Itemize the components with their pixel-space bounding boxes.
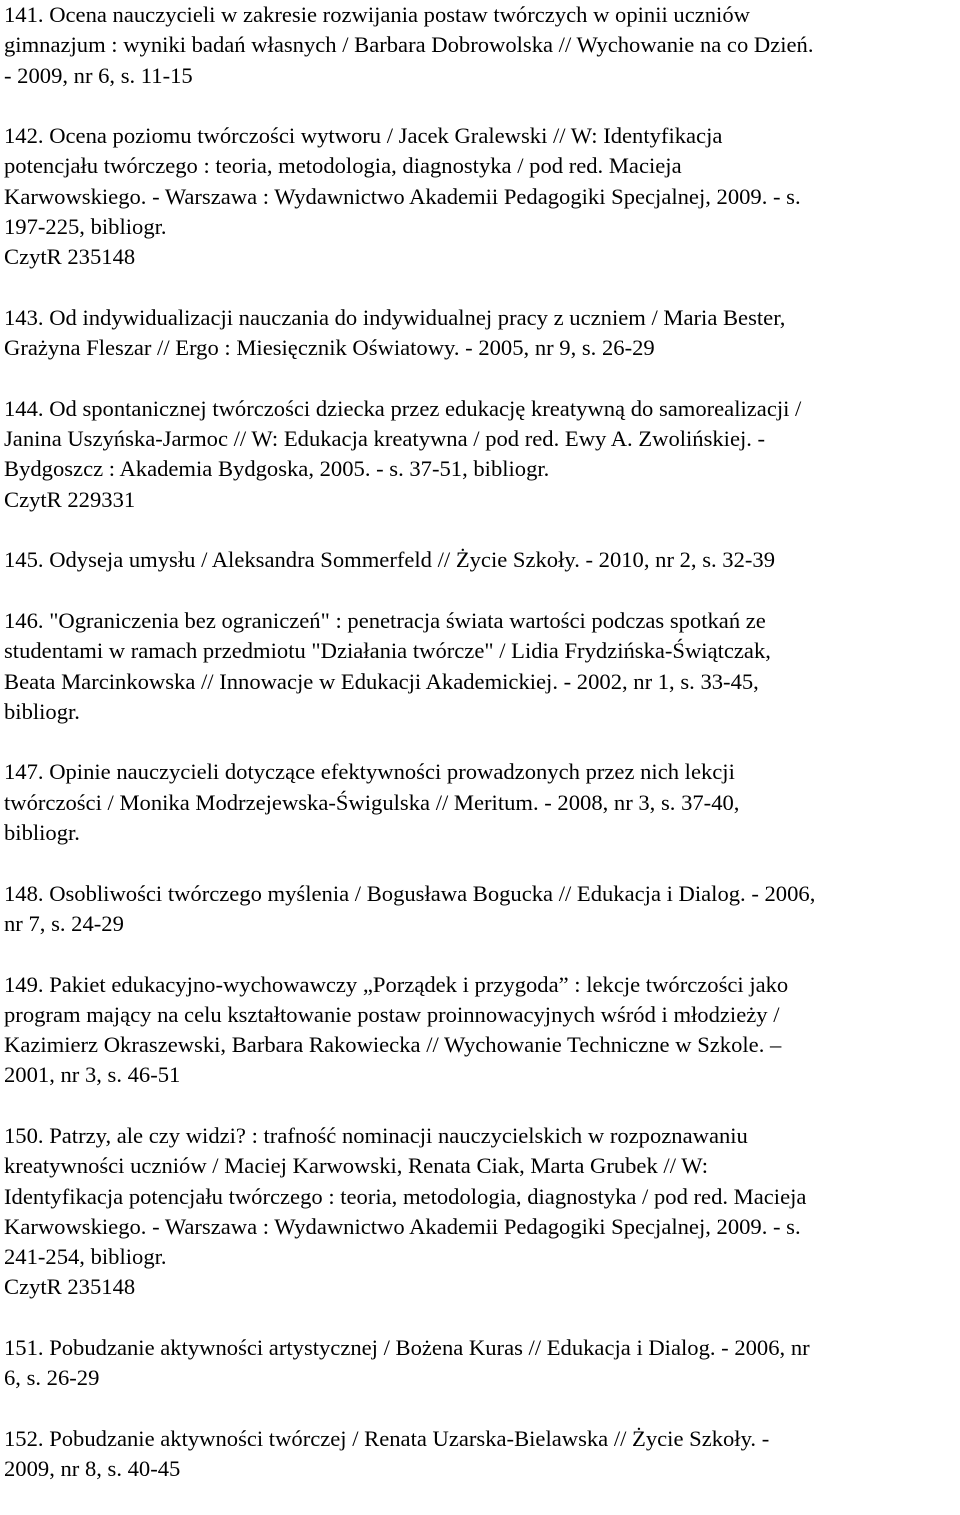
entry-line <box>4 1060 954 1090</box>
entry-line <box>4 909 954 939</box>
entry-text: 241-254, bibliogr. <box>4 1244 167 1270</box>
entry-text: Odyseja umysłu / Aleksandra Sommerfeld // Życie Szkoły. - 2010, nr 2, s. 32-39 <box>43 547 776 573</box>
entry-text: twórczości / Monika Modrzejewska-Świgulska // Meritum. - 2008, nr 3, s. 37-40, <box>4 789 740 815</box>
entry-number: 142. <box>4 123 44 149</box>
entry-text: Beata Marcinkowska // Innowacje w Edukacji Akademickiej. - 2002, nr 1, s. 33-45, <box>4 668 759 694</box>
bibliography-entry <box>4 1424 954 1485</box>
entry-line <box>4 61 954 91</box>
entry-line <box>4 424 954 454</box>
entry-text: Grażyna Fleszar // Ergo : Miesięcznik Oświatowy. - 2005, nr 9, s. 26-29 <box>4 335 655 361</box>
entry-line <box>4 757 954 787</box>
entry-line <box>4 394 954 424</box>
entry-line <box>4 818 954 848</box>
bibliography-entry <box>4 545 954 575</box>
entry-line <box>4 1242 954 1272</box>
entry-text: CzytR 235148 <box>4 244 136 270</box>
entry-number: 145. <box>4 547 44 573</box>
bibliography-entry <box>4 303 954 364</box>
entry-number: 148. <box>4 880 44 906</box>
entry-line <box>4 1363 954 1393</box>
entry-line <box>4 606 954 636</box>
bibliography-entry <box>4 394 954 515</box>
entry-number: 149. <box>4 971 44 997</box>
entry-text: Kazimierz Okraszewski, Barbara Rakowiecka // Wychowanie Techniczne w Szkole. – <box>4 1032 782 1058</box>
entry-text: Janina Uszyńska-Jarmoc // W: Edukacja kreatywna / pod red. Ewy A. Zwolińskiej. - <box>4 426 766 452</box>
entry-text: kreatywności uczniów / Maciej Karwowski, Renata Ciak, Marta Grubek // W: <box>4 1153 708 1179</box>
entry-line <box>4 1121 954 1151</box>
entry-line <box>4 212 954 242</box>
entry-number: 141. <box>4 2 44 27</box>
entry-line <box>4 333 954 363</box>
bibliography-entry <box>4 757 954 848</box>
entry-text: Bydgoszcz : Akademia Bydgoska, 2005. - s. 37-51, bibliogr. <box>4 456 550 482</box>
entry-text: studentami w ramach przedmiotu "Działania twórcze" / Lidia Frydzińska-Świątczak, <box>4 638 771 664</box>
entry-text: nr 7, s. 24-29 <box>4 910 124 936</box>
entry-text: 2001, nr 3, s. 46-51 <box>4 1062 181 1088</box>
entry-text: Od spontanicznej twórczości dziecka przez edukację kreatywną do samorealizacji / <box>43 395 802 421</box>
entry-line <box>4 697 954 727</box>
entry-line <box>4 1424 954 1454</box>
entry-text: Ocena poziomu twórczości wytworu / Jacek Gralewski // W: Identyfikacja <box>43 123 723 149</box>
entry-text: bibliogr. <box>4 820 80 846</box>
entry-line <box>4 1030 954 1060</box>
entry-line <box>4 1272 954 1302</box>
entry-line <box>4 879 954 909</box>
entry-number: 152. <box>4 1425 44 1451</box>
entry-text: gimnazjum : wyniki badań własnych / Barbara Dobrowolska // Wychowanie na co Dzień. <box>4 32 814 58</box>
entry-line <box>4 788 954 818</box>
entry-number: 144. <box>4 395 44 421</box>
entry-text: Karwowskiego. - Warszawa : Wydawnictwo Akademii Pedagogiki Specjalnej, 2009. - s. <box>4 1213 801 1239</box>
entry-line <box>4 970 954 1000</box>
entry-line <box>4 0 954 30</box>
entry-line <box>4 1333 954 1363</box>
entry-line <box>4 121 954 151</box>
entry-line <box>4 545 954 575</box>
entry-text: potencjału twórczego : teoria, metodologia, diagnostyka / pod red. Macieja <box>4 153 682 179</box>
entry-line <box>4 485 954 515</box>
bibliography-entry <box>4 121 954 272</box>
entry-line <box>4 1000 954 1030</box>
bibliography-list <box>4 0 954 1515</box>
entry-text: 6, s. 26-29 <box>4 1365 100 1391</box>
entry-text: Pobudzanie aktywności artystycznej / Bożena Kuras // Edukacja i Dialog. - 2006, nr <box>43 1335 810 1361</box>
entry-text: "Ograniczenia bez ograniczeń" : penetracja świata wartości podczas spotkań ze <box>43 607 766 633</box>
entry-text: Osobliwości twórczego myślenia / Bogusława Bogucka // Edukacja i Dialog. - 2006, <box>43 880 816 906</box>
entry-text: Ocena nauczycieli w zakresie rozwijania postaw twórczych w opinii uczniów <box>43 2 750 27</box>
entry-line <box>4 636 954 666</box>
entry-line <box>4 1454 954 1484</box>
entry-text: - 2009, nr 6, s. 11-15 <box>4 62 193 88</box>
entry-text: CzytR 229331 <box>4 486 136 512</box>
entry-line <box>4 182 954 212</box>
entry-line <box>4 151 954 181</box>
entry-text: Karwowskiego. - Warszawa : Wydawnictwo Akademii Pedagogiki Specjalnej, 2009. - s. <box>4 183 801 209</box>
entry-line <box>4 30 954 60</box>
bibliography-entry <box>4 0 954 91</box>
entry-text: Patrzy, ale czy widzi? : trafność nominacji nauczycielskich w rozpoznawaniu <box>43 1122 748 1148</box>
entry-line <box>4 242 954 272</box>
entry-line <box>4 303 954 333</box>
entry-text: program mający na celu kształtowanie postaw proinnowacyjnych wśród i młodzieży / <box>4 1001 780 1027</box>
entry-number: 151. <box>4 1335 44 1361</box>
entry-text: Pakiet edukacyjno-wychowawczy „Porządek i przygoda” : lekcje twórczości jako <box>43 971 789 997</box>
entry-line <box>4 454 954 484</box>
entry-line <box>4 1212 954 1242</box>
bibliography-entry <box>4 1333 954 1394</box>
entry-number: 146. <box>4 607 44 633</box>
entry-text: CzytR 235148 <box>4 1274 136 1300</box>
entry-line <box>4 1182 954 1212</box>
bibliography-entry <box>4 606 954 727</box>
entry-text: Opinie nauczycieli dotyczące efektywności prowadzonych przez nich lekcji <box>43 759 735 785</box>
entry-line <box>4 1151 954 1181</box>
entry-text: 2009, nr 8, s. 40-45 <box>4 1456 181 1482</box>
entry-number: 150. <box>4 1122 44 1148</box>
entry-text: bibliogr. <box>4 698 80 724</box>
entry-text: Pobudzanie aktywności twórczej / Renata Uzarska-Bielawska // Życie Szkoły. - <box>43 1425 770 1451</box>
entry-number: 147. <box>4 759 44 785</box>
bibliography-entry <box>4 970 954 1091</box>
entry-text: Identyfikacja potencjału twórczego : teoria, metodologia, diagnostyka / pod red. Macieja <box>4 1183 807 1209</box>
entry-number: 143. <box>4 304 44 330</box>
bibliography-entry <box>4 1121 954 1303</box>
bibliography-entry <box>4 879 954 940</box>
entry-text: 197-225, bibliogr. <box>4 214 167 240</box>
entry-line <box>4 667 954 697</box>
entry-text: Od indywidualizacji nauczania do indywidualnej pracy z uczniem / Maria Bester, <box>43 304 786 330</box>
